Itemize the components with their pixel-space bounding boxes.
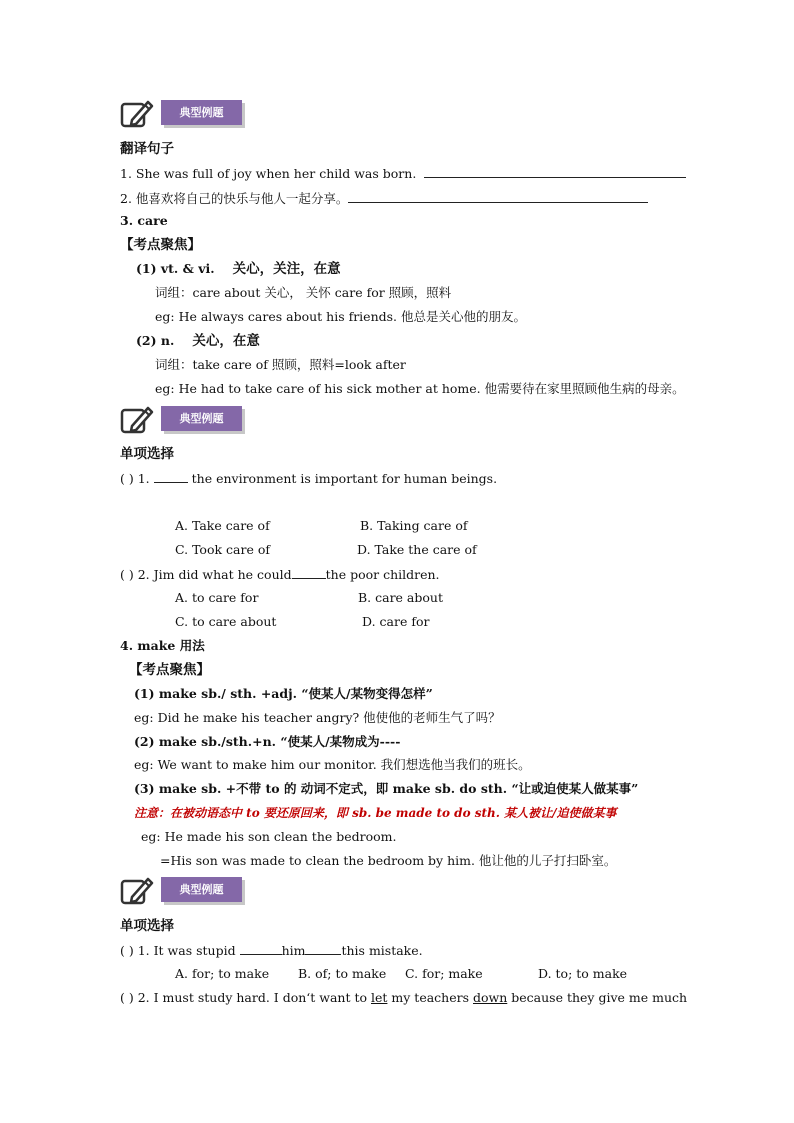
answer-paren[interactable]: ( ) xyxy=(120,567,134,582)
pencil-icon xyxy=(120,98,154,132)
option-a[interactable]: A. Take care of xyxy=(175,518,270,533)
example-banner xyxy=(120,98,250,132)
passive-note: 注意：在被动语态中 to 要还原回来，即 sb. be made to do sth. 某人被让/迫使做某事 xyxy=(134,806,617,820)
example-tag: 典型例题 xyxy=(161,406,242,431)
translate-q2: 2. 他喜欢将自己的快乐与他人一起分享。 xyxy=(120,190,648,207)
section-heading: 翻译句子 xyxy=(120,141,174,157)
answer-paren[interactable]: ( ) xyxy=(120,471,134,486)
care-point-2: (2) n. 关心，在意 xyxy=(136,333,260,349)
option-c[interactable]: C. to care about xyxy=(175,614,277,629)
option-a[interactable]: A. for; to make xyxy=(175,966,270,981)
mc-question-1: ( ) 1. the environment is important for human beings. xyxy=(120,471,498,486)
focus-heading: 【考点聚焦】 xyxy=(129,662,210,678)
answer-blank[interactable] xyxy=(154,470,188,483)
care-point-1: (1) vt. & vi. 关心，关注，在意 xyxy=(136,261,341,277)
make-title: 4. make 用法 xyxy=(120,638,205,653)
care-phrase-1: 词组：care about 关心， 关怀 care for 照顾，照料 xyxy=(155,285,452,300)
option-d[interactable]: D. care for xyxy=(362,614,430,629)
answer-blank[interactable] xyxy=(305,942,341,955)
make-example-1: eg: Did he make his teacher angry? 他使他的老师生气了吗？ xyxy=(134,710,501,725)
mc-question-4: ( ) 2. I must study hard. I don‘t want to let my teachers down because they give me much xyxy=(120,990,688,1005)
mc-question-2: ( ) 2. Jim did what he could the poor children. xyxy=(120,567,440,582)
make-point-2: (2) make sb./sth.+n. “使某人/某物成为---- xyxy=(134,734,401,749)
option-c[interactable]: C. Took care of xyxy=(175,542,270,557)
answer-paren[interactable]: ( ) xyxy=(120,990,134,1005)
pencil-icon xyxy=(120,875,154,909)
make-example-3-passive: =His son was made to clean the bedroom by him. 他让他的儿子打扫卧室。 xyxy=(160,853,617,868)
example-banner xyxy=(120,404,250,438)
option-d[interactable]: D. to; to make xyxy=(538,966,628,981)
example-banner xyxy=(120,875,250,909)
option-b[interactable]: B. care about xyxy=(358,590,443,605)
make-example-3: eg: He made his son clean the bedroom. xyxy=(141,829,397,844)
option-c[interactable]: C. for; make xyxy=(405,966,483,981)
answer-blank[interactable] xyxy=(424,165,686,178)
make-example-2: eg: We want to make him our monitor. 我们想选他当我们的班长。 xyxy=(134,757,531,772)
answer-blank[interactable] xyxy=(348,190,648,203)
section-heading: 单项选择 xyxy=(120,446,174,462)
option-d[interactable]: D. Take the care of xyxy=(357,542,477,557)
care-phrase-2: 词组：take care of 照顾，照料=look after xyxy=(155,357,406,372)
mc-question-3: ( ) 1. It was stupid him this mistake. xyxy=(120,943,423,958)
answer-blank[interactable] xyxy=(292,566,326,579)
option-b[interactable]: B. Taking care of xyxy=(360,518,468,533)
make-point-1: (1) make sb./ sth. +adj. “使某人/某物变得怎样” xyxy=(134,686,433,701)
example-tag: 典型例题 xyxy=(161,100,242,125)
example-tag: 典型例题 xyxy=(161,877,242,902)
answer-blank[interactable] xyxy=(240,942,282,955)
care-example-1: eg: He always cares about his friends. 他总是关心他的朋友。 xyxy=(155,309,526,324)
pencil-icon xyxy=(120,404,154,438)
care-title: 3. care xyxy=(120,213,168,228)
care-example-2: eg: He had to take care of his sick mother at home. 他需要待在家里照顾他生病的母亲。 xyxy=(155,381,685,396)
answer-paren[interactable]: ( ) xyxy=(120,943,134,958)
option-a[interactable]: A. to care for xyxy=(175,590,259,605)
make-point-3: (3) make sb. +不带 to 的 动词不定式，即 make sb. do sth. “让或迫使某人做某事” xyxy=(134,781,639,796)
option-b[interactable]: B. of; to make xyxy=(298,966,387,981)
translate-q1: 1. She was full of joy when her child was born. xyxy=(120,165,686,182)
section-heading: 单项选择 xyxy=(120,918,174,934)
focus-heading: 【考点聚焦】 xyxy=(120,237,201,253)
